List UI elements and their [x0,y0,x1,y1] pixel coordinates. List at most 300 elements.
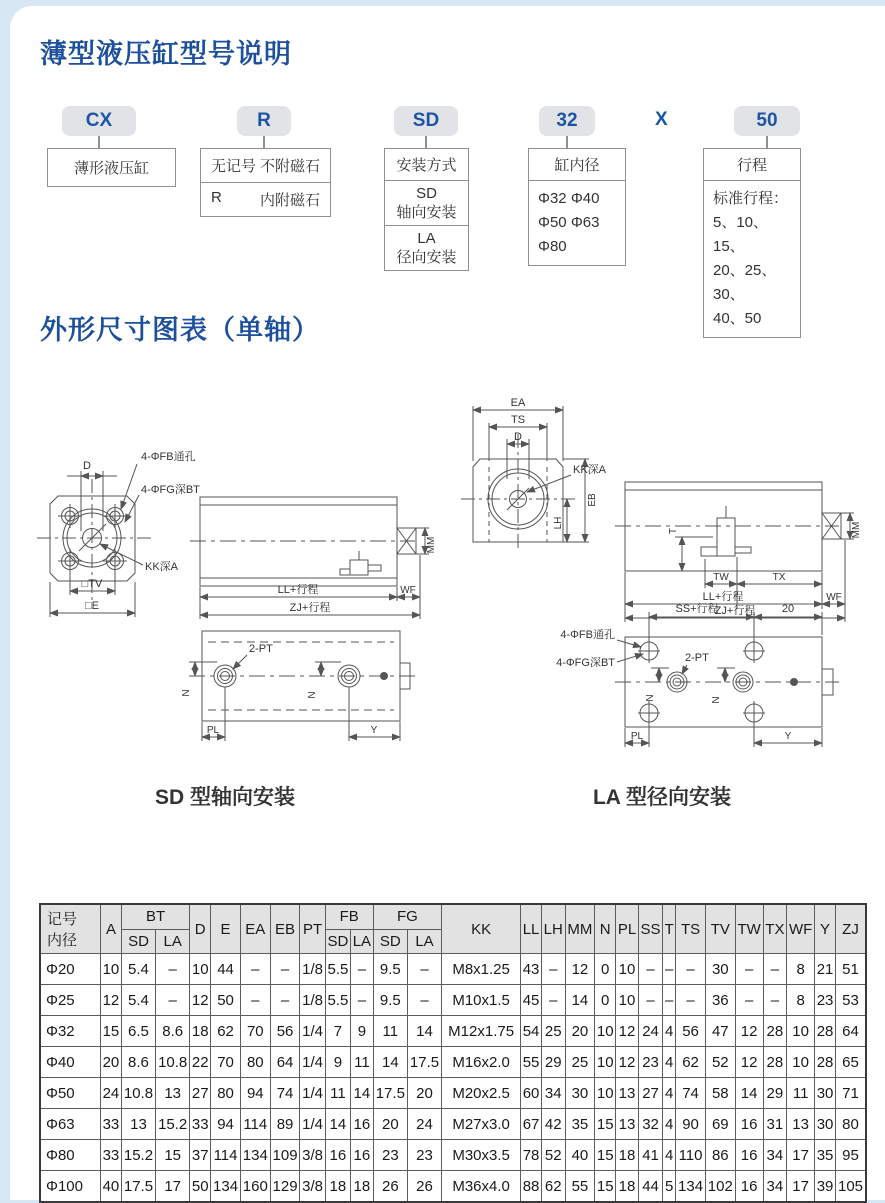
value-cell: 74 [270,1078,300,1109]
value-cell: 1/4 [300,1047,325,1078]
magnet-option-box [200,148,331,217]
value-cell: 5.4 [121,985,155,1016]
value-cell: 80 [211,1078,241,1109]
dim-label-e: □E [85,600,99,612]
value-cell: 30 [565,1078,595,1109]
value-cell: – [763,985,787,1016]
value-cell: 1/8 [300,954,325,985]
value-cell: 55 [521,1047,542,1078]
value-cell: 20 [101,1047,122,1078]
value-cell: M10x1.5 [442,985,521,1016]
value-cell: 54 [521,1016,542,1047]
dim-label-tv: □TV [82,578,103,590]
value-cell: 25 [542,1016,566,1047]
dim-label-zj: ZJ+行程 [715,603,756,617]
value-cell: 44 [211,954,241,985]
col-header-tw: TW [735,904,763,954]
value-cell: 4 [663,1109,676,1140]
mounting-opt-code: LA [385,229,468,248]
value-cell: M20x2.5 [442,1078,521,1109]
value-cell: 22 [190,1047,211,1078]
dim-label-y: Y [371,725,378,736]
value-cell: 5.5 [325,954,350,985]
value-cell: – [156,985,190,1016]
dim-label-fb: 4-ΦFB通孔 [560,627,615,641]
value-cell: 17.5 [407,1047,441,1078]
value-cell: 10 [616,985,639,1016]
mounting-header: 安装方式 [385,149,468,180]
value-cell: 25 [565,1047,595,1078]
mounting-opt-label: 轴向安装 [385,203,468,222]
value-cell: 40 [101,1171,122,1203]
value-cell: – [542,985,566,1016]
col-header-t: T [663,904,676,954]
value-cell: 1/8 [300,985,325,1016]
value-cell: 29 [763,1078,787,1109]
value-cell: – [663,954,676,985]
value-cell: 51 [836,954,867,985]
value-cell: – [663,985,676,1016]
cx-desc-box [47,148,176,187]
value-cell: 44 [638,1171,662,1203]
dim-label-kk: KK深A [145,560,179,573]
value-cell: 23 [815,985,836,1016]
value-cell: – [638,954,662,985]
value-cell: 94 [211,1109,241,1140]
value-cell: 10 [190,954,211,985]
value-cell: 34 [542,1078,566,1109]
table-row [40,954,866,985]
value-cell: 42 [542,1109,566,1140]
dim-label-ss: SS+行程 [675,601,718,615]
value-cell: 56 [270,1016,300,1047]
col-header-wf: WF [787,904,815,954]
value-cell: 134 [676,1171,706,1203]
dim-label-y: Y [785,731,792,742]
dim-label-lh: LH [553,517,564,530]
bore-cell: Φ63 [40,1109,101,1140]
bore-cell: Φ100 [40,1171,101,1203]
value-cell: 1/4 [300,1078,325,1109]
value-cell: 12 [735,1016,763,1047]
dimension-table [39,903,867,1203]
value-cell: 3/8 [300,1140,325,1171]
col-header-fg: FG [373,904,441,929]
value-cell: – [407,985,441,1016]
code-chip-sd: SD [394,106,458,136]
value-cell: 11 [351,1047,374,1078]
value-cell: 16 [735,1140,763,1171]
value-cell: 17 [787,1171,815,1203]
mounting-style-box [384,148,469,271]
col-header-pl: PL [616,904,639,954]
value-cell: 78 [521,1140,542,1171]
col-header-a: A [101,904,122,954]
value-cell: 15 [156,1140,190,1171]
col-header-ss: SS [638,904,662,954]
value-cell: 10 [616,954,639,985]
col-header-eb: EB [270,904,300,954]
value-cell: 35 [815,1140,836,1171]
value-cell: 47 [705,1016,735,1047]
bore-line: Φ80 [538,235,616,259]
value-cell: 26 [373,1171,407,1203]
value-cell: 9 [351,1016,374,1047]
value-cell: 10 [595,1078,616,1109]
dimension-drawings [37,379,867,811]
value-cell: 15 [595,1140,616,1171]
value-cell: 39 [815,1171,836,1203]
value-cell: 70 [240,1016,270,1047]
value-cell: 4 [663,1016,676,1047]
value-cell: 60 [521,1078,542,1109]
value-cell: 86 [705,1140,735,1171]
value-cell: 134 [211,1171,241,1203]
value-cell: 28 [815,1047,836,1078]
value-cell: 15.2 [121,1140,155,1171]
value-cell: 27 [638,1078,662,1109]
value-cell: 14 [351,1078,374,1109]
value-cell: 28 [815,1016,836,1047]
value-cell: 13 [616,1078,639,1109]
stroke-values [704,181,800,337]
value-cell: 27 [190,1078,211,1109]
dim-label-2pt: 2-PT [685,652,709,664]
value-cell: M27x3.0 [442,1109,521,1140]
subcol-fg-sd: SD [373,929,407,954]
mounting-opt-label: 径向安装 [385,248,468,267]
stroke-line: 40、50 [713,307,791,331]
value-cell: 0 [595,985,616,1016]
table-row [40,1047,866,1078]
value-cell: 13 [121,1109,155,1140]
value-cell: 114 [240,1109,270,1140]
value-cell: 7 [325,1016,350,1047]
col-header-e: E [211,904,241,954]
value-cell: – [270,954,300,985]
subcol-bt-la: LA [156,929,190,954]
value-cell: 5.4 [121,954,155,985]
value-cell: 105 [836,1171,867,1203]
value-cell: 11 [787,1078,815,1109]
mounting-opt-code: SD [385,184,468,203]
value-cell: – [270,985,300,1016]
value-cell: 16 [351,1140,374,1171]
value-cell: 6.5 [121,1016,155,1047]
value-cell: M36x4.0 [442,1171,521,1203]
value-cell: 16 [325,1140,350,1171]
value-cell: – [763,954,787,985]
value-cell: 18 [616,1140,639,1171]
table-row [40,985,866,1016]
bore-cell: Φ20 [40,954,101,985]
code-chip-stroke: 50 [734,106,800,136]
stroke-header: 行程 [704,149,800,181]
magnet-row-r [201,182,330,216]
connector-line [566,136,568,148]
subcol-bt-sd: SD [121,929,155,954]
dim-label-mm: MM [426,537,437,554]
value-cell: 4 [663,1047,676,1078]
dim-label-mm: MM [851,522,862,539]
value-cell: 23 [638,1047,662,1078]
dim-label-ll: LL+行程 [703,589,744,603]
value-cell: 21 [815,954,836,985]
bore-cell: Φ32 [40,1016,101,1047]
value-cell: 15 [595,1109,616,1140]
value-cell: – [351,985,374,1016]
value-cell: 28 [763,1047,787,1078]
value-cell: 45 [521,985,542,1016]
dim-label-tw: TW [713,572,729,583]
value-cell: 18 [351,1171,374,1203]
value-cell: 17 [787,1140,815,1171]
value-cell: 52 [542,1140,566,1171]
header-mark: 记号 [47,908,99,929]
value-cell: 41 [638,1140,662,1171]
dim-label-20: 20 [782,603,794,615]
col-header-n: N [595,904,616,954]
value-cell: 62 [676,1047,706,1078]
drawing-svg [37,379,867,811]
col-header-mm: MM [565,904,595,954]
value-cell: 134 [240,1140,270,1171]
caption-sd-mounting: SD 型轴向安装 [155,785,295,809]
value-cell: 20 [565,1016,595,1047]
magnet-row-key: 无记号 [211,155,256,176]
table-row [40,1016,866,1047]
value-cell: 16 [351,1109,374,1140]
value-cell: 12 [101,985,122,1016]
dim-label-2pt: 2-PT [249,643,273,655]
dim-label-pl: PL [207,725,220,736]
bore-line: Φ32 Φ40 [538,187,616,211]
caption-la-mounting: LA 型径向安装 [593,785,731,809]
value-cell: 129 [270,1171,300,1203]
value-cell: 12 [565,954,595,985]
subcol-fg-la: LA [407,929,441,954]
value-cell: 35 [565,1109,595,1140]
value-cell: 33 [190,1109,211,1140]
mounting-opt-la [385,225,468,270]
bore-cell: Φ25 [40,985,101,1016]
spec-table-body [40,954,866,1203]
value-cell: 13 [616,1109,639,1140]
section1-title: 薄型液压缸型号说明 [40,32,292,71]
value-cell: 33 [101,1140,122,1171]
value-cell: – [735,954,763,985]
value-cell: 24 [407,1109,441,1140]
dim-label-wf: WF [826,592,842,603]
dim-label-ea: EA [511,397,526,409]
value-cell: 18 [616,1171,639,1203]
stroke-line: 20、25、30、 [713,259,791,307]
la-sensor [701,506,751,556]
value-cell: 31 [763,1109,787,1140]
col-header-y: Y [815,904,836,954]
value-cell: 109 [270,1140,300,1171]
value-cell: 13 [156,1078,190,1109]
value-cell: 55 [565,1171,595,1203]
stroke-box [703,148,801,338]
value-cell: 34 [763,1171,787,1203]
bore-header: 缸内径 [529,149,625,181]
value-cell: 80 [240,1047,270,1078]
dim-label-kk: KK深A [573,463,607,476]
value-cell: 12 [616,1047,639,1078]
dim-label-fg: 4-ΦFG深BT [556,656,615,669]
value-cell: 58 [705,1078,735,1109]
connector-line [98,136,100,148]
table-row [40,1078,866,1109]
value-cell: 14 [735,1078,763,1109]
value-cell: 15 [595,1171,616,1203]
value-cell: 10 [787,1016,815,1047]
value-cell: 20 [373,1109,407,1140]
value-cell: 110 [676,1140,706,1171]
value-cell: 10.8 [156,1047,190,1078]
value-cell: 8.6 [156,1016,190,1047]
col-header-ea: EA [240,904,270,954]
col-header-pt: PT [300,904,325,954]
stroke-line: 标准行程： [713,187,791,211]
magnet-row-val: 不附磁石 [260,155,320,176]
value-cell: 10 [595,1016,616,1047]
value-cell: 28 [763,1016,787,1047]
value-cell: 5.5 [325,985,350,1016]
value-cell: 8.6 [121,1047,155,1078]
value-cell: 10.8 [121,1078,155,1109]
bore-box [528,148,626,266]
value-cell: 9.5 [373,954,407,985]
dim-label-eb: EB [587,493,598,507]
value-cell: 17 [156,1171,190,1203]
value-cell: 33 [101,1109,122,1140]
dim-label-ll: LL+行程 [278,582,319,596]
code-chip-cx: CX [62,106,136,136]
bore-cell: Φ80 [40,1140,101,1171]
connector-line [263,136,265,148]
value-cell: 62 [211,1016,241,1047]
value-cell: M16x2.0 [442,1047,521,1078]
value-cell: 23 [407,1140,441,1171]
bore-line: Φ50 Φ63 [538,211,616,235]
value-cell: 15 [101,1016,122,1047]
value-cell: M30x3.5 [442,1140,521,1171]
value-cell: 9 [325,1047,350,1078]
value-cell: 14 [325,1109,350,1140]
value-cell: – [407,954,441,985]
sd-sensor [340,551,381,575]
value-cell: 50 [190,1171,211,1203]
dim-label-n: N [711,696,722,703]
magnet-row-val: 内附磁石 [260,189,320,210]
value-cell: M8x1.25 [442,954,521,985]
mounting-opt-sd [385,180,468,225]
dim-label-n: N [181,689,192,696]
value-cell: 12 [190,985,211,1016]
header-bore: 内径 [47,929,99,950]
value-cell: – [156,954,190,985]
stroke-line: 5、10、15、 [713,211,791,259]
value-cell: – [638,985,662,1016]
value-cell: 15.2 [156,1109,190,1140]
value-cell: 160 [240,1171,270,1203]
value-cell: 26 [407,1171,441,1203]
value-cell: 18 [190,1016,211,1047]
value-cell: 71 [836,1078,867,1109]
value-cell: 11 [325,1078,350,1109]
value-cell: 94 [240,1078,270,1109]
value-cell: 62 [542,1171,566,1203]
value-cell: 1/4 [300,1109,325,1140]
table-header [40,904,866,954]
value-cell: 24 [638,1016,662,1047]
bore-cell: Φ50 [40,1078,101,1109]
value-cell: 10 [787,1047,815,1078]
cx-desc: 薄形液压缸 [48,149,175,186]
connector-line [766,136,768,148]
value-cell: 70 [211,1047,241,1078]
value-cell: 30 [815,1109,836,1140]
value-cell: M12x1.75 [442,1016,521,1047]
col-header-ts: TS [676,904,706,954]
bore-values [529,181,625,265]
value-cell: 11 [373,1016,407,1047]
value-cell: 37 [190,1140,211,1171]
value-cell: 29 [542,1047,566,1078]
dim-label-fb: 4-ΦFB通孔 [141,449,196,463]
dim-label-d: D [83,460,91,472]
value-cell: 12 [735,1047,763,1078]
dim-label-fg: 4-ΦFG深BT [141,483,200,496]
subcol-fb-sd: SD [325,929,350,954]
value-cell: 67 [521,1109,542,1140]
dim-label-wf: WF [400,585,416,596]
magnet-row-key: R [211,189,222,210]
value-cell: 32 [638,1109,662,1140]
value-cell: 65 [836,1047,867,1078]
col-header-kk: KK [442,904,521,954]
value-cell: 9.5 [373,985,407,1016]
value-cell: 40 [565,1140,595,1171]
value-cell: 8 [787,985,815,1016]
value-cell: 114 [211,1140,241,1171]
value-cell: 5 [663,1171,676,1203]
page-card [10,6,885,1200]
dim-label-zj: ZJ+行程 [290,600,331,614]
dim-label-d: D [514,431,522,443]
col-header-zj: ZJ [836,904,867,954]
value-cell: 102 [705,1171,735,1203]
code-chip-r: R [237,106,291,136]
value-cell: – [542,954,566,985]
value-cell: 30 [705,954,735,985]
value-cell: 14 [565,985,595,1016]
table-row [40,1109,866,1140]
value-cell: 23 [373,1140,407,1171]
value-cell: 14 [373,1047,407,1078]
col-header-fb: FB [325,904,373,929]
value-cell: 24 [101,1078,122,1109]
col-header-tx: TX [763,904,787,954]
value-cell: 0 [595,954,616,985]
value-cell: 89 [270,1109,300,1140]
dim-label-pl: PL [631,731,644,742]
value-cell: 56 [676,1016,706,1047]
dim-label-ts: TS [511,414,525,426]
value-cell: – [676,954,706,985]
